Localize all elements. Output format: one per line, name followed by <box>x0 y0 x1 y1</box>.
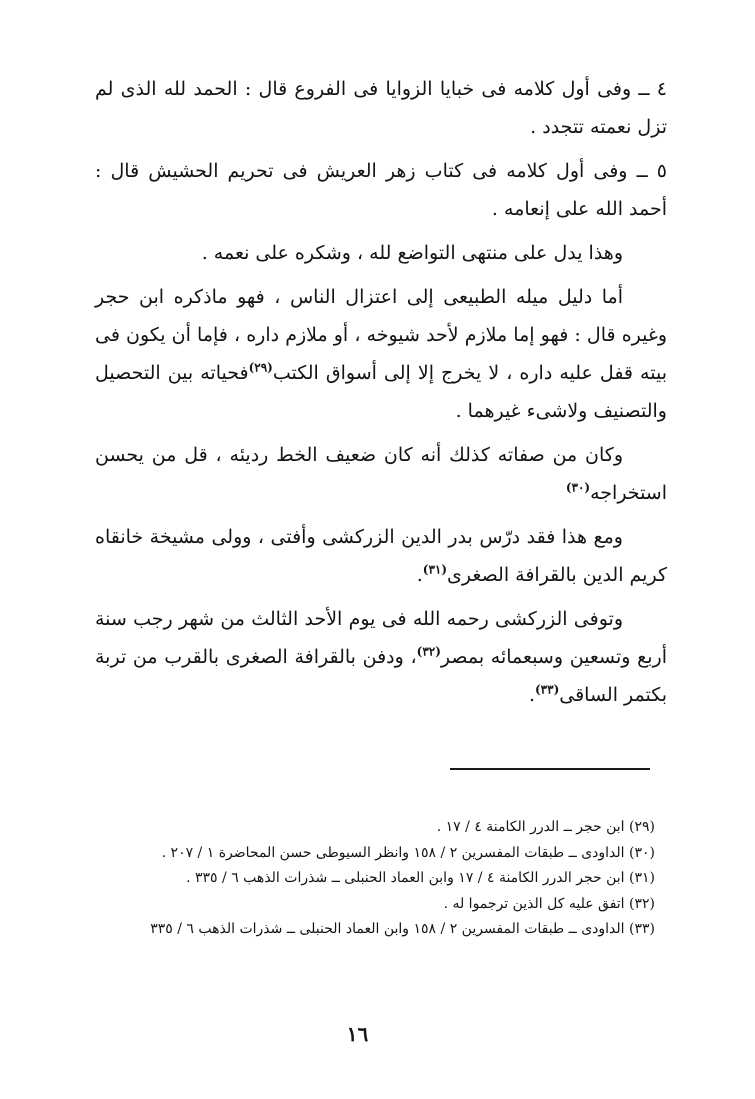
footnote-33: (٣٣) الداودى ــ طبقات المفسرين ٢ / ١٥٨ وابن العماد الحنبلى ــ شذرات الذهب ٦ / ٣٣٥ <box>150 921 655 937</box>
footnote-ref-33: (٣٣) <box>534 682 560 697</box>
paragraph-seclusion <box>95 278 667 430</box>
paragraph-text: ومع هذا فقد درّس بدر الدين الزركشى وأفتى ، وولى مشيخة خانقاه كريم الدين بالقرافة الصغرى <box>95 526 667 586</box>
paragraph-item-4 <box>95 70 667 146</box>
footnotes <box>95 815 655 943</box>
footnote-30: (٣٠) الداودى ــ طبقات المفسرين ٢ / ١٥٨ وانظر السيوطى حسن المحاضرة ١ / ٢٠٧ . <box>161 844 655 861</box>
footnote-ref-32: (٣٢) <box>416 644 441 659</box>
paragraph-text: وتوفى الزركشى رحمه الله فى يوم الأحد الثالث من شهر رجب سنة أربع وتسعين وسبعمائه بمصر <box>95 608 667 668</box>
footnote-ref-31: (٣١) <box>422 562 448 577</box>
paragraph-text: . <box>528 684 535 706</box>
paragraph-text: ٥ ــ وفى أول كلامه فى كتاب زهر العريش فى تحريم الحشيش قال : أحمد الله على إنعامه . <box>95 160 667 220</box>
footnote-31: (٣١) ابن حجر الدرر الكامنة ٤ / ١٧ وابن العماد الحنبلى ــ شذرات الذهب ٦ / ٣٣٥ . <box>186 870 655 886</box>
paragraph-text: ، ودفن بالقرافة الصغرى بالقرب من تربة بكتمر الساقى <box>95 646 667 706</box>
paragraph-humility <box>95 234 667 272</box>
paragraph-text: . <box>416 564 423 586</box>
paragraph-handwriting <box>95 436 667 512</box>
paragraph-death <box>95 600 667 714</box>
paragraph-item-5 <box>95 152 667 228</box>
footnote-29: (٢٩) ابن حجر ــ الدرر الكامنة ٤ / ١٧ . <box>436 819 655 835</box>
main-text <box>95 70 667 720</box>
footnote-ref-29: (٢٩) <box>248 360 273 375</box>
page-number: ١٦ <box>346 1022 369 1046</box>
paragraph-text: وهذا يدل على منتهى التواضع لله ، وشكره على نعمه . <box>201 242 623 264</box>
paragraph-teaching <box>95 518 667 594</box>
paragraph-text: ٤ ــ وفى أول كلامه فى خبايا الزوايا فى الفروع قال : الحمد لله الذى لم تزل نعمته تتجدد . <box>95 78 667 138</box>
paragraph-text: أما دليل ميله الطبيعى إلى اعتزال الناس ، فهو ماذكره ابن حجر وغيره قال : فهو إما ملازم لأحد شيوخه ، أو ملازم داره ، فإما أن يكون فى بيته قفل عليه داره ، لا يخرج إلا إلى أسواق الكتب <box>95 286 667 384</box>
paragraph-text: فحياته بين التحصيل والتصنيف ولاشىء غيرهما . <box>95 362 667 422</box>
footnote-32: (٣٢) اتفق عليه كل الذين ترجموا له . <box>443 895 655 912</box>
paragraph-text: وكان من صفاته كذلك أنه كان ضعيف الخط رديئه ، قل من يحسن استخراجه <box>95 444 667 504</box>
footnote-ref-30: (٣٠) <box>565 480 591 495</box>
footnote-divider <box>450 768 650 770</box>
